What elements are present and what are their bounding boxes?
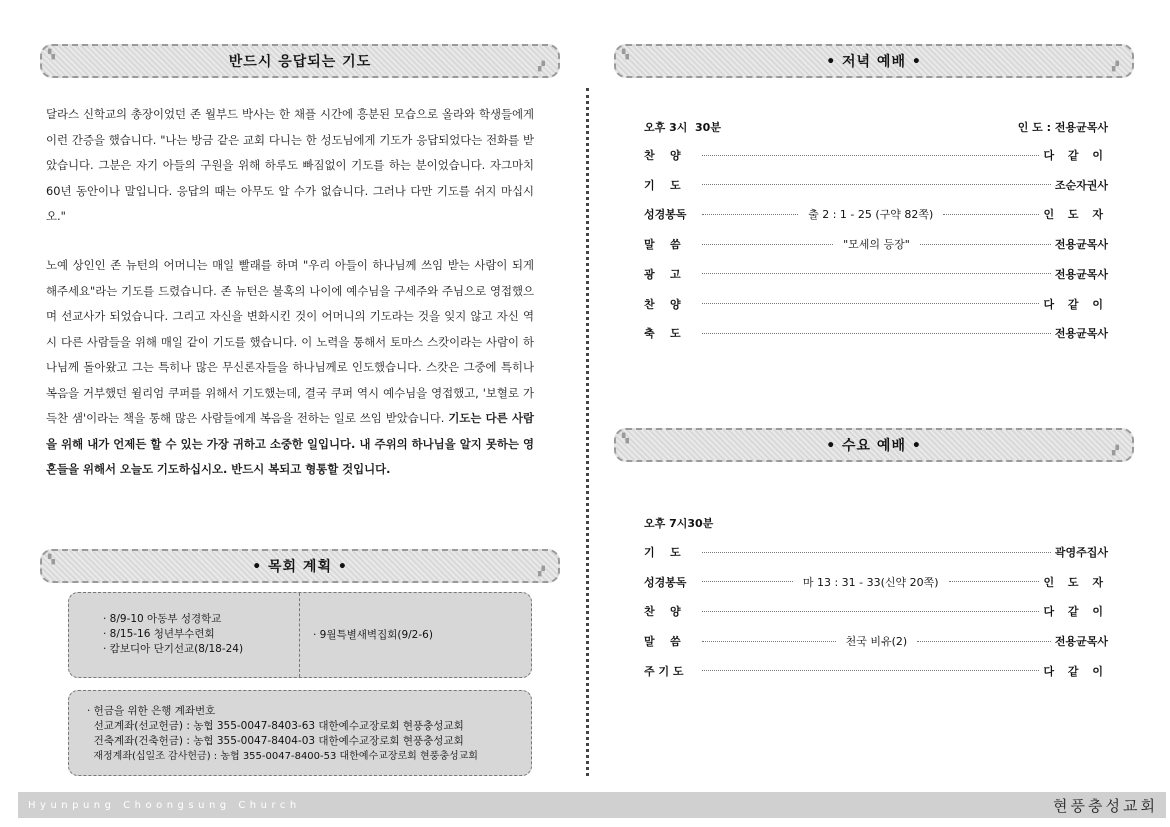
schedule-row: [644, 602, 1108, 620]
wednesday-header-row: [644, 514, 1108, 532]
schedule-detail: "모세의 등장": [843, 238, 910, 252]
dotted-leader: [702, 155, 1039, 156]
dotted-leader: [949, 581, 1040, 582]
dotted-leader: [702, 184, 1051, 185]
evening-service-title: • 저녁 예배 •: [826, 54, 922, 70]
dotted-leader: [917, 641, 1051, 642]
schedule-row: [644, 235, 1108, 253]
wednesday-service-banner: [614, 428, 1134, 462]
schedule-row: [644, 176, 1108, 194]
schedule-detail: 마 13 : 31 - 33(신약 20쪽): [802, 575, 939, 589]
banner-corner-decoration: ▞: [1112, 62, 1119, 72]
schedule-person: 전용균목사: [1054, 238, 1109, 252]
banner-corner-decoration: ▞: [1112, 446, 1119, 456]
schedule-person: 전용균목사: [1054, 267, 1108, 281]
evening-leader: 인 도 : 전용균목사: [1017, 121, 1108, 134]
schedule-person: 다 같 이: [1043, 297, 1108, 311]
plan-divider: [299, 593, 300, 677]
bank-account-box: [68, 690, 532, 776]
schedule-label: 기 도: [644, 178, 681, 192]
dotted-leader: [920, 244, 1051, 245]
plan-item: · 캄보디아 단기선교(8/18-24): [103, 643, 244, 655]
dotted-leader: [702, 303, 1039, 304]
schedule-person: 조순자권사: [1054, 178, 1108, 192]
prayer-title-banner: [40, 44, 560, 78]
schedule-label: 성경봉독: [644, 575, 687, 589]
schedule-person: 곽영주집사: [1054, 546, 1108, 559]
schedule-person: 다 같 이: [1043, 605, 1108, 619]
dotted-leader: [943, 214, 1039, 215]
schedule-label: 말 씀: [644, 635, 681, 649]
schedule-label: 찬 양: [644, 297, 681, 311]
prayer-paragraph-2: [46, 253, 534, 483]
banner-corner-decoration: ▞: [538, 62, 545, 72]
evening-time: 오후 3시 30분: [644, 121, 721, 134]
dotted-leader: [702, 670, 1039, 671]
bank-account-line: 재정계좌(십일조 감사헌금) : 농협 355-0047-8400-53 대한예수교장로회 현풍충성교회: [87, 751, 478, 762]
dotted-leader: [702, 273, 1051, 274]
schedule-label: 주 기 도: [644, 664, 684, 678]
plan-right-item: · 9월특별새벽집회(9/2-6): [313, 629, 433, 641]
dotted-leader: [702, 214, 798, 215]
schedule-detail: 출 2 : 1 - 25 (구약 82쪽): [808, 208, 934, 222]
schedule-row: [644, 573, 1108, 591]
schedule-row: [644, 324, 1108, 342]
schedule-row: [644, 205, 1108, 223]
dotted-leader: [702, 641, 836, 642]
prayer-title: 반드시 응답되는 기도: [228, 54, 372, 70]
banner-corner-decoration: ▚: [622, 50, 629, 60]
bank-account-heading: · 헌금을 위한 은행 계좌번호: [87, 705, 216, 717]
schedule-label: 기 도: [644, 546, 681, 559]
schedule-person: 다 같 이: [1043, 664, 1108, 678]
schedule-label: 말 씀: [644, 238, 681, 252]
footer-korean-name: 현풍충성교회: [1053, 796, 1158, 815]
schedule-detail: 천국 비유(2): [845, 635, 908, 649]
evening-service-banner: [614, 44, 1134, 78]
schedule-label: 광 고: [644, 267, 681, 281]
evening-header-row: [644, 118, 1108, 136]
dotted-leader: [702, 581, 793, 582]
wednesday-time: 오후 7시30분: [644, 517, 714, 530]
bank-account-line: 건축계좌(건축헌금) : 농협 355-0047-8404-03 대한예수교장로회 현풍충성교회: [87, 735, 464, 747]
wednesday-service-title: • 수요 예배 •: [826, 438, 922, 454]
schedule-person: 전용균목사: [1054, 327, 1108, 341]
dotted-leader: [702, 552, 1051, 553]
schedule-person: 다 같 이: [1043, 149, 1108, 162]
schedule-label: 찬 양: [644, 149, 681, 162]
dotted-leader: [702, 611, 1039, 612]
column-divider: [586, 88, 589, 776]
prayer-paragraph-2-text: 노예 상인인 존 뉴턴의 어머니는 매일 빨래를 하며 "우리 아들이 하나님께 쓰임 받는 사람이 되게 해주세요"라는 기도를 드렸습니다. 존 뉴턴은 불혹의 나이에 예수님을 구세주와 주님으로 영접했으며 선교사가 되었습니다. 그리고 자신을 변화시킨 것이 어머니의 기도라는 것을 잊지 않고 자신 역시 다른 사람들을 위해 매일 같이 기도를 했습니다. 이 노력을 통해서 토마스 스캇이라는 사람이 하나님께 돌아왔고 그는 특히나 많은 무신론자들을 하나님께로 인도했습니다. 스캇은 그중에 특히나 복음을 거부했던 윌리엄 쿠퍼를 위해서 기도했는데, 결국 쿠퍼 역시 예수님을 영접했고, '보혈로 가득찬 샘'이라는 책을 통해 많은 사람들에게 복음을 전하는 일로 쓰임 받았습니다.: [46, 258, 534, 425]
plan-title-banner: [40, 549, 560, 583]
banner-corner-decoration: ▞: [538, 567, 545, 577]
bank-account-list: [87, 704, 478, 764]
footer-english-name: Hyunpung Choongsung Church: [28, 799, 301, 811]
schedule-row: [644, 662, 1108, 680]
footer-bar: [18, 792, 1166, 818]
schedule-row: [644, 632, 1108, 650]
schedule-row: [644, 265, 1108, 283]
bank-account-line: 선교계좌(선교헌금) : 농협 355-0047-8403-63 대한예수교장로회 현풍충성교회: [87, 720, 464, 732]
banner-corner-decoration: ▚: [48, 50, 55, 60]
banner-corner-decoration: ▚: [48, 555, 55, 565]
prayer-paragraph-1: 달라스 신학교의 총장이었던 존 월부드 박사는 한 채플 시간에 흥분된 모습으로 올라와 학생들에게 이런 간증을 했습니다. "나는 방금 같은 교회 다니는 한 성도님에게 기도가 응답되었다는 전화를 받았습니다. 그분은 자기 아들의 구원을 위해 하루도 빠짐없이 기도를 하는 분이었습니다. 자그마치 60년 동안이나 말입니다. 응답의 때는 아무도 알 수가 없습니다. 그러나 다만 기도를 쉬지 마십시오.": [46, 107, 534, 223]
schedule-label: 찬 양: [644, 605, 681, 619]
schedule-person: 인 도 자: [1043, 575, 1108, 589]
plan-box: [68, 592, 532, 678]
dotted-leader: [702, 244, 833, 245]
schedule-label: 성경봉독: [644, 208, 687, 222]
schedule-row: [644, 543, 1108, 561]
plan-left-list: [103, 612, 243, 657]
schedule-person: 전용균목사: [1054, 635, 1109, 649]
schedule-row: [644, 146, 1108, 164]
banner-corner-decoration: ▚: [622, 434, 629, 444]
prayer-paragraph-2-emphasis: 기도는 다른 사람을 위해 내가 언제든 할 수 있는 가장 귀하고 소중한 일입니다. 내 주위의 하나님을 알지 못하는 영혼들을 위해서 오늘도 기도하십시오. 반드시 복되고 형통할 것입니다.: [46, 411, 534, 476]
dotted-leader: [702, 333, 1051, 334]
schedule-person: 인 도 자: [1043, 208, 1108, 222]
schedule-row: [644, 295, 1108, 313]
schedule-label: 축 도: [644, 327, 681, 341]
plan-item: · 8/15-16 청년부수련회: [103, 628, 215, 640]
plan-title: • 목회 계획 •: [252, 559, 348, 575]
plan-item: · 8/9-10 아동부 성경학교: [103, 613, 222, 625]
